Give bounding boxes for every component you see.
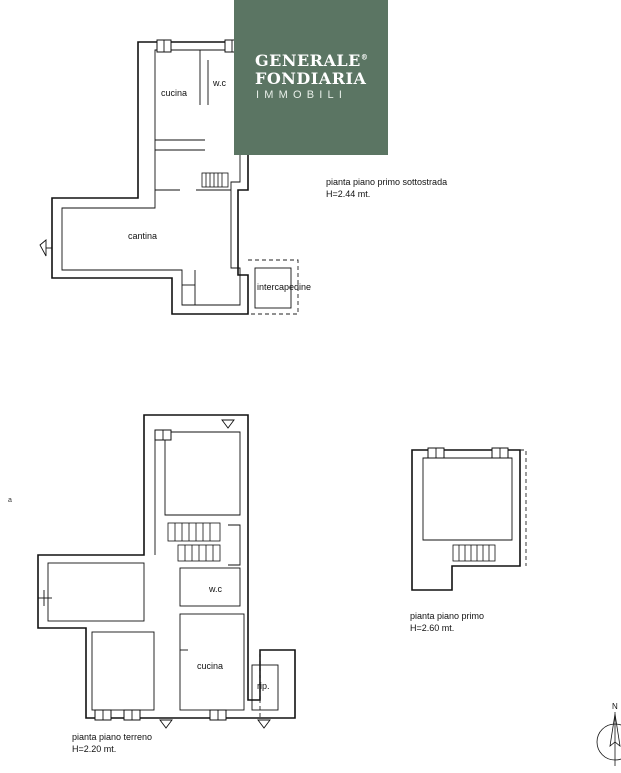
logo-line-2: FONDIARIA [255,69,367,88]
basement-title: pianta piano primo sottostrada [326,177,448,187]
ground-caption [72,731,152,755]
room-label-cucina-ground: cucina [197,661,224,671]
room-label-wc-ground: w.c [209,584,223,594]
basement-caption [326,176,447,200]
first-caption [410,610,484,634]
room-label-cucina-basement: cucina [161,88,188,98]
room-label-rip: rip. [257,681,270,691]
first-title: pianta piano primo [410,611,485,621]
north-arrow-icon [585,700,621,768]
room-label-wc-basement: w.c [213,78,227,88]
logo-line-3: IMMOBILI [256,89,348,101]
room-label-cantina: cantina [128,231,158,241]
first-plan [412,448,526,590]
basement-height: H=2.44 mt. [326,189,371,199]
room-label-intercapedine: intercapedine [257,282,312,292]
first-height: H=2.60 mt. [410,623,455,633]
ground-height: H=2.20 mt. [72,744,117,754]
company-logo [234,0,388,155]
ground-title: pianta piano terreno [72,732,153,742]
logo-line-1: GENERALE® [255,51,369,70]
margin-mark: a [8,497,12,504]
compass-north-label: N [612,702,618,711]
